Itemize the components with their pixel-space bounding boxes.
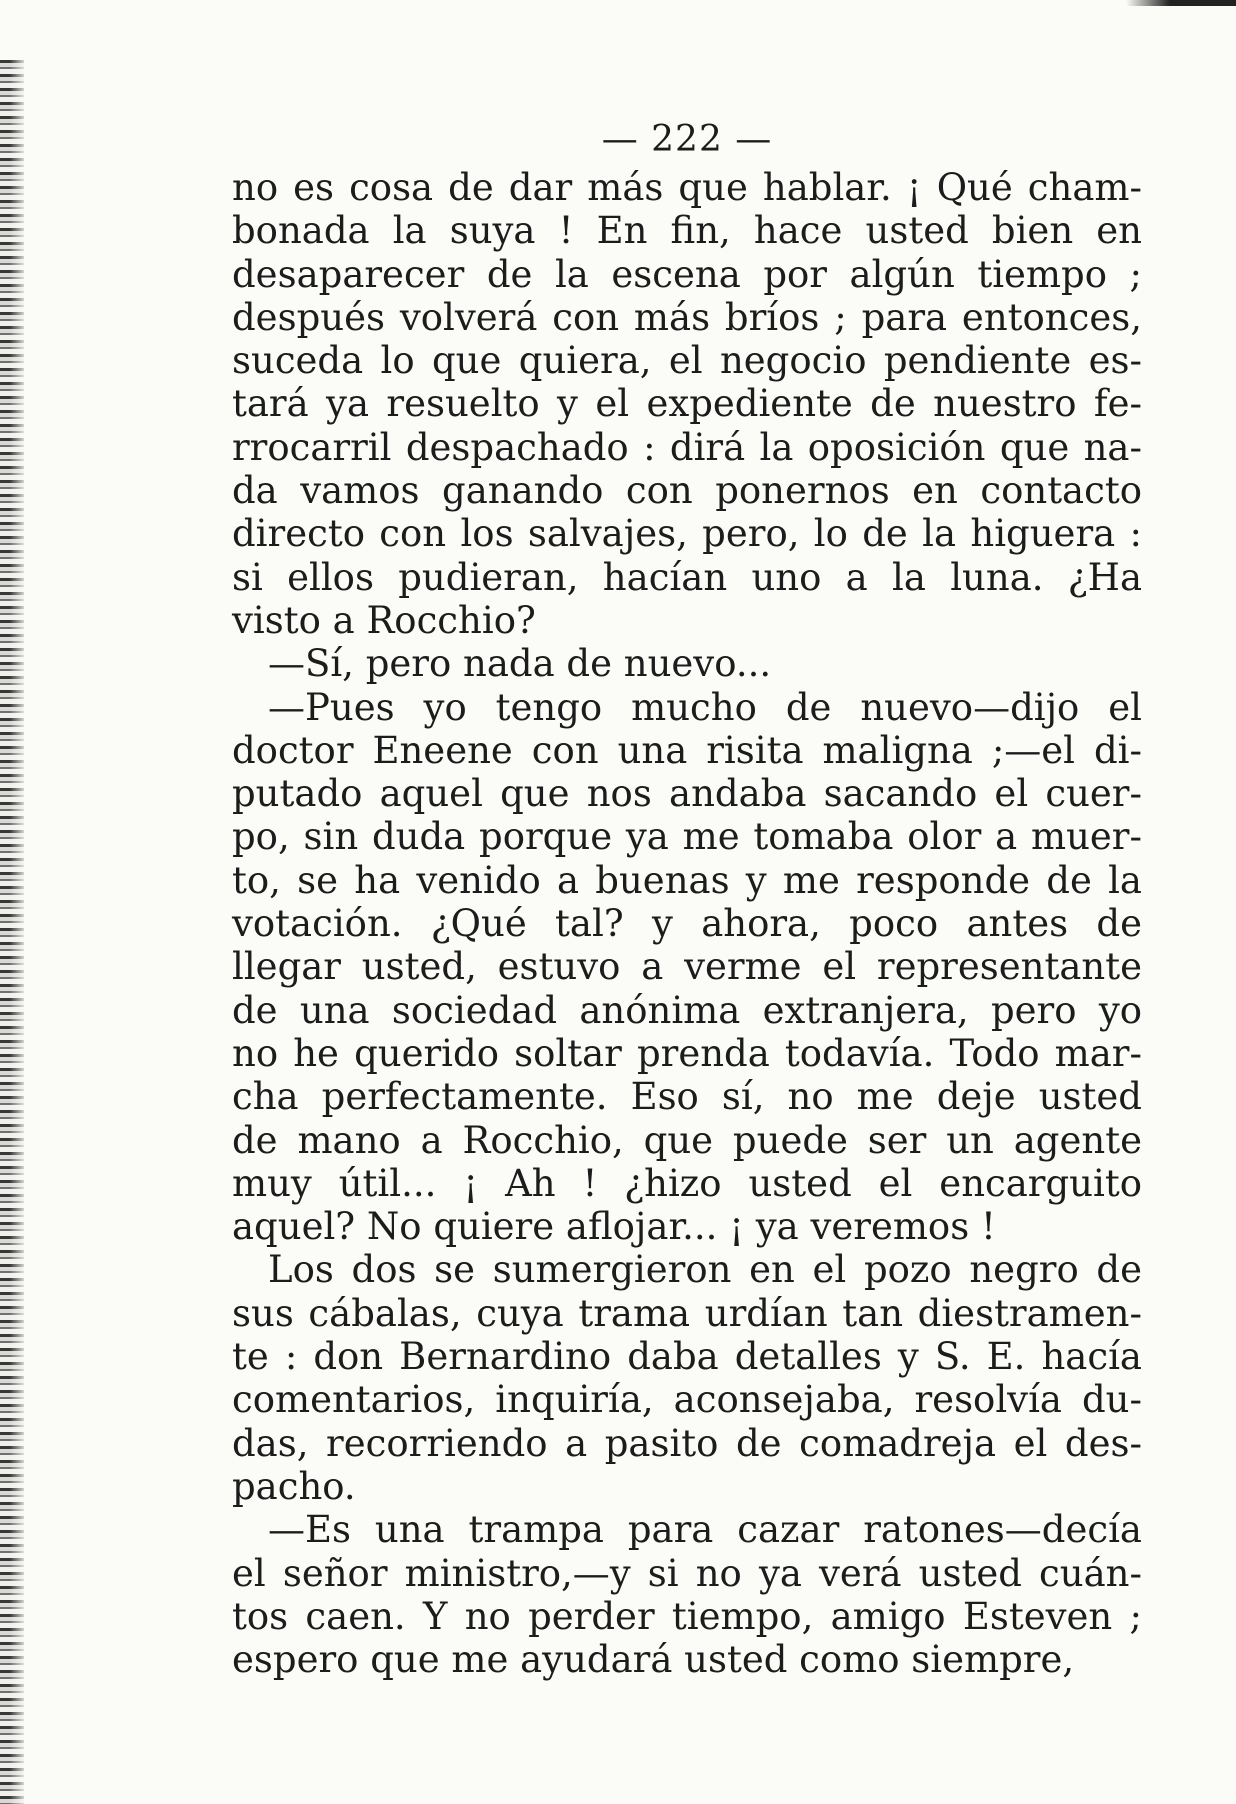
paragraph: [232, 166, 1142, 642]
page-text: [232, 166, 1142, 1681]
text-line: cha perfectamente. Eso sí, no me deje usted: [232, 1075, 1142, 1119]
text-line: putado aquel que nos andaba sacando el cuer-: [232, 772, 1142, 816]
text-line: Los dos se sumergieron en el pozo negro de: [268, 1248, 1142, 1292]
text-line: directo con los salvajes, pero, lo de la higuera :: [232, 512, 1142, 556]
paragraph: [232, 1508, 1142, 1681]
text-line: después volverá con más bríos ; para entonces,: [232, 295, 1142, 339]
paragraph: [232, 642, 1142, 685]
text-line: doctor Eneene con una risita maligna ;—el di-: [232, 728, 1142, 772]
text-line: —Es una trampa para cazar ratones—decía: [268, 1508, 1142, 1552]
text-line: llegar usted, estuvo a verme el representante: [232, 945, 1142, 989]
text-line: tos caen. Y no perder tiempo, amigo Esteven ;: [232, 1594, 1142, 1638]
text-line: das, recorriendo a pasito de comadreja el des-: [232, 1421, 1142, 1465]
page-number: — 222 —: [601, 119, 773, 160]
text-line: no es cosa de dar más que hablar. ¡ Qué cham-: [232, 166, 1142, 209]
text-line: de mano a Rocchio, que puede ser un agente: [232, 1118, 1142, 1162]
text-line: no he querido soltar prenda todavía. Todo mar-: [232, 1031, 1142, 1075]
text-line: muy útil... ¡ Ah ! ¿hizo usted el encarguito: [232, 1161, 1142, 1205]
text-line: rrocarril despachado : dirá la oposición que na-: [232, 425, 1142, 469]
text-line: te : don Bernardino daba detalles y S. E. hacía: [232, 1335, 1142, 1379]
text-line: bonada la suya ! En fin, hace usted bien en: [232, 209, 1142, 253]
text-line: espero que me ayudará usted como siempre,: [232, 1638, 1075, 1682]
text-line: si ellos pudieran, hacían uno a la luna. ¿Ha: [232, 555, 1142, 599]
text-line: aquel? No quiere aflojar... ¡ ya veremos !: [232, 1205, 996, 1249]
text-line: sus cábalas, cuya trama urdían tan diestramen-: [232, 1291, 1142, 1335]
book-page: [232, 116, 1142, 1681]
binding-shadow: [0, 60, 24, 1804]
top-edge-mark: [1126, 0, 1236, 6]
text-line: desaparecer de la escena por algún tiempo ;: [232, 252, 1142, 296]
text-line: suceda lo que quiera, el negocio pendiente es-: [232, 339, 1142, 383]
text-line: comentarios, inquiría, aconsejaba, resolvía du-: [232, 1378, 1142, 1422]
paragraph: [232, 686, 1142, 1249]
text-line: da vamos ganando con ponernos en contacto: [232, 469, 1142, 513]
text-line: —Pues yo tengo mucho de nuevo—dijo el: [268, 685, 1142, 729]
text-line: po, sin duda porque ya me tomaba olor a muer-: [232, 815, 1142, 859]
text-line: visto a Rocchio?: [232, 598, 536, 642]
text-line: el señor ministro,—y si no ya verá usted cuán-: [232, 1551, 1142, 1595]
text-line: pacho.: [232, 1464, 356, 1508]
text-line: tará ya resuelto y el expediente de nuestro fe-: [232, 382, 1142, 426]
text-line: —Sí, pero nada de nuevo...: [268, 642, 772, 686]
paragraph: [232, 1248, 1142, 1508]
text-line: votación. ¿Qué tal? y ahora, poco antes de: [232, 902, 1142, 946]
text-line: de una sociedad anónima extranjera, pero yo: [232, 988, 1142, 1032]
text-line: to, se ha venido a buenas y me responde de la: [232, 858, 1142, 902]
